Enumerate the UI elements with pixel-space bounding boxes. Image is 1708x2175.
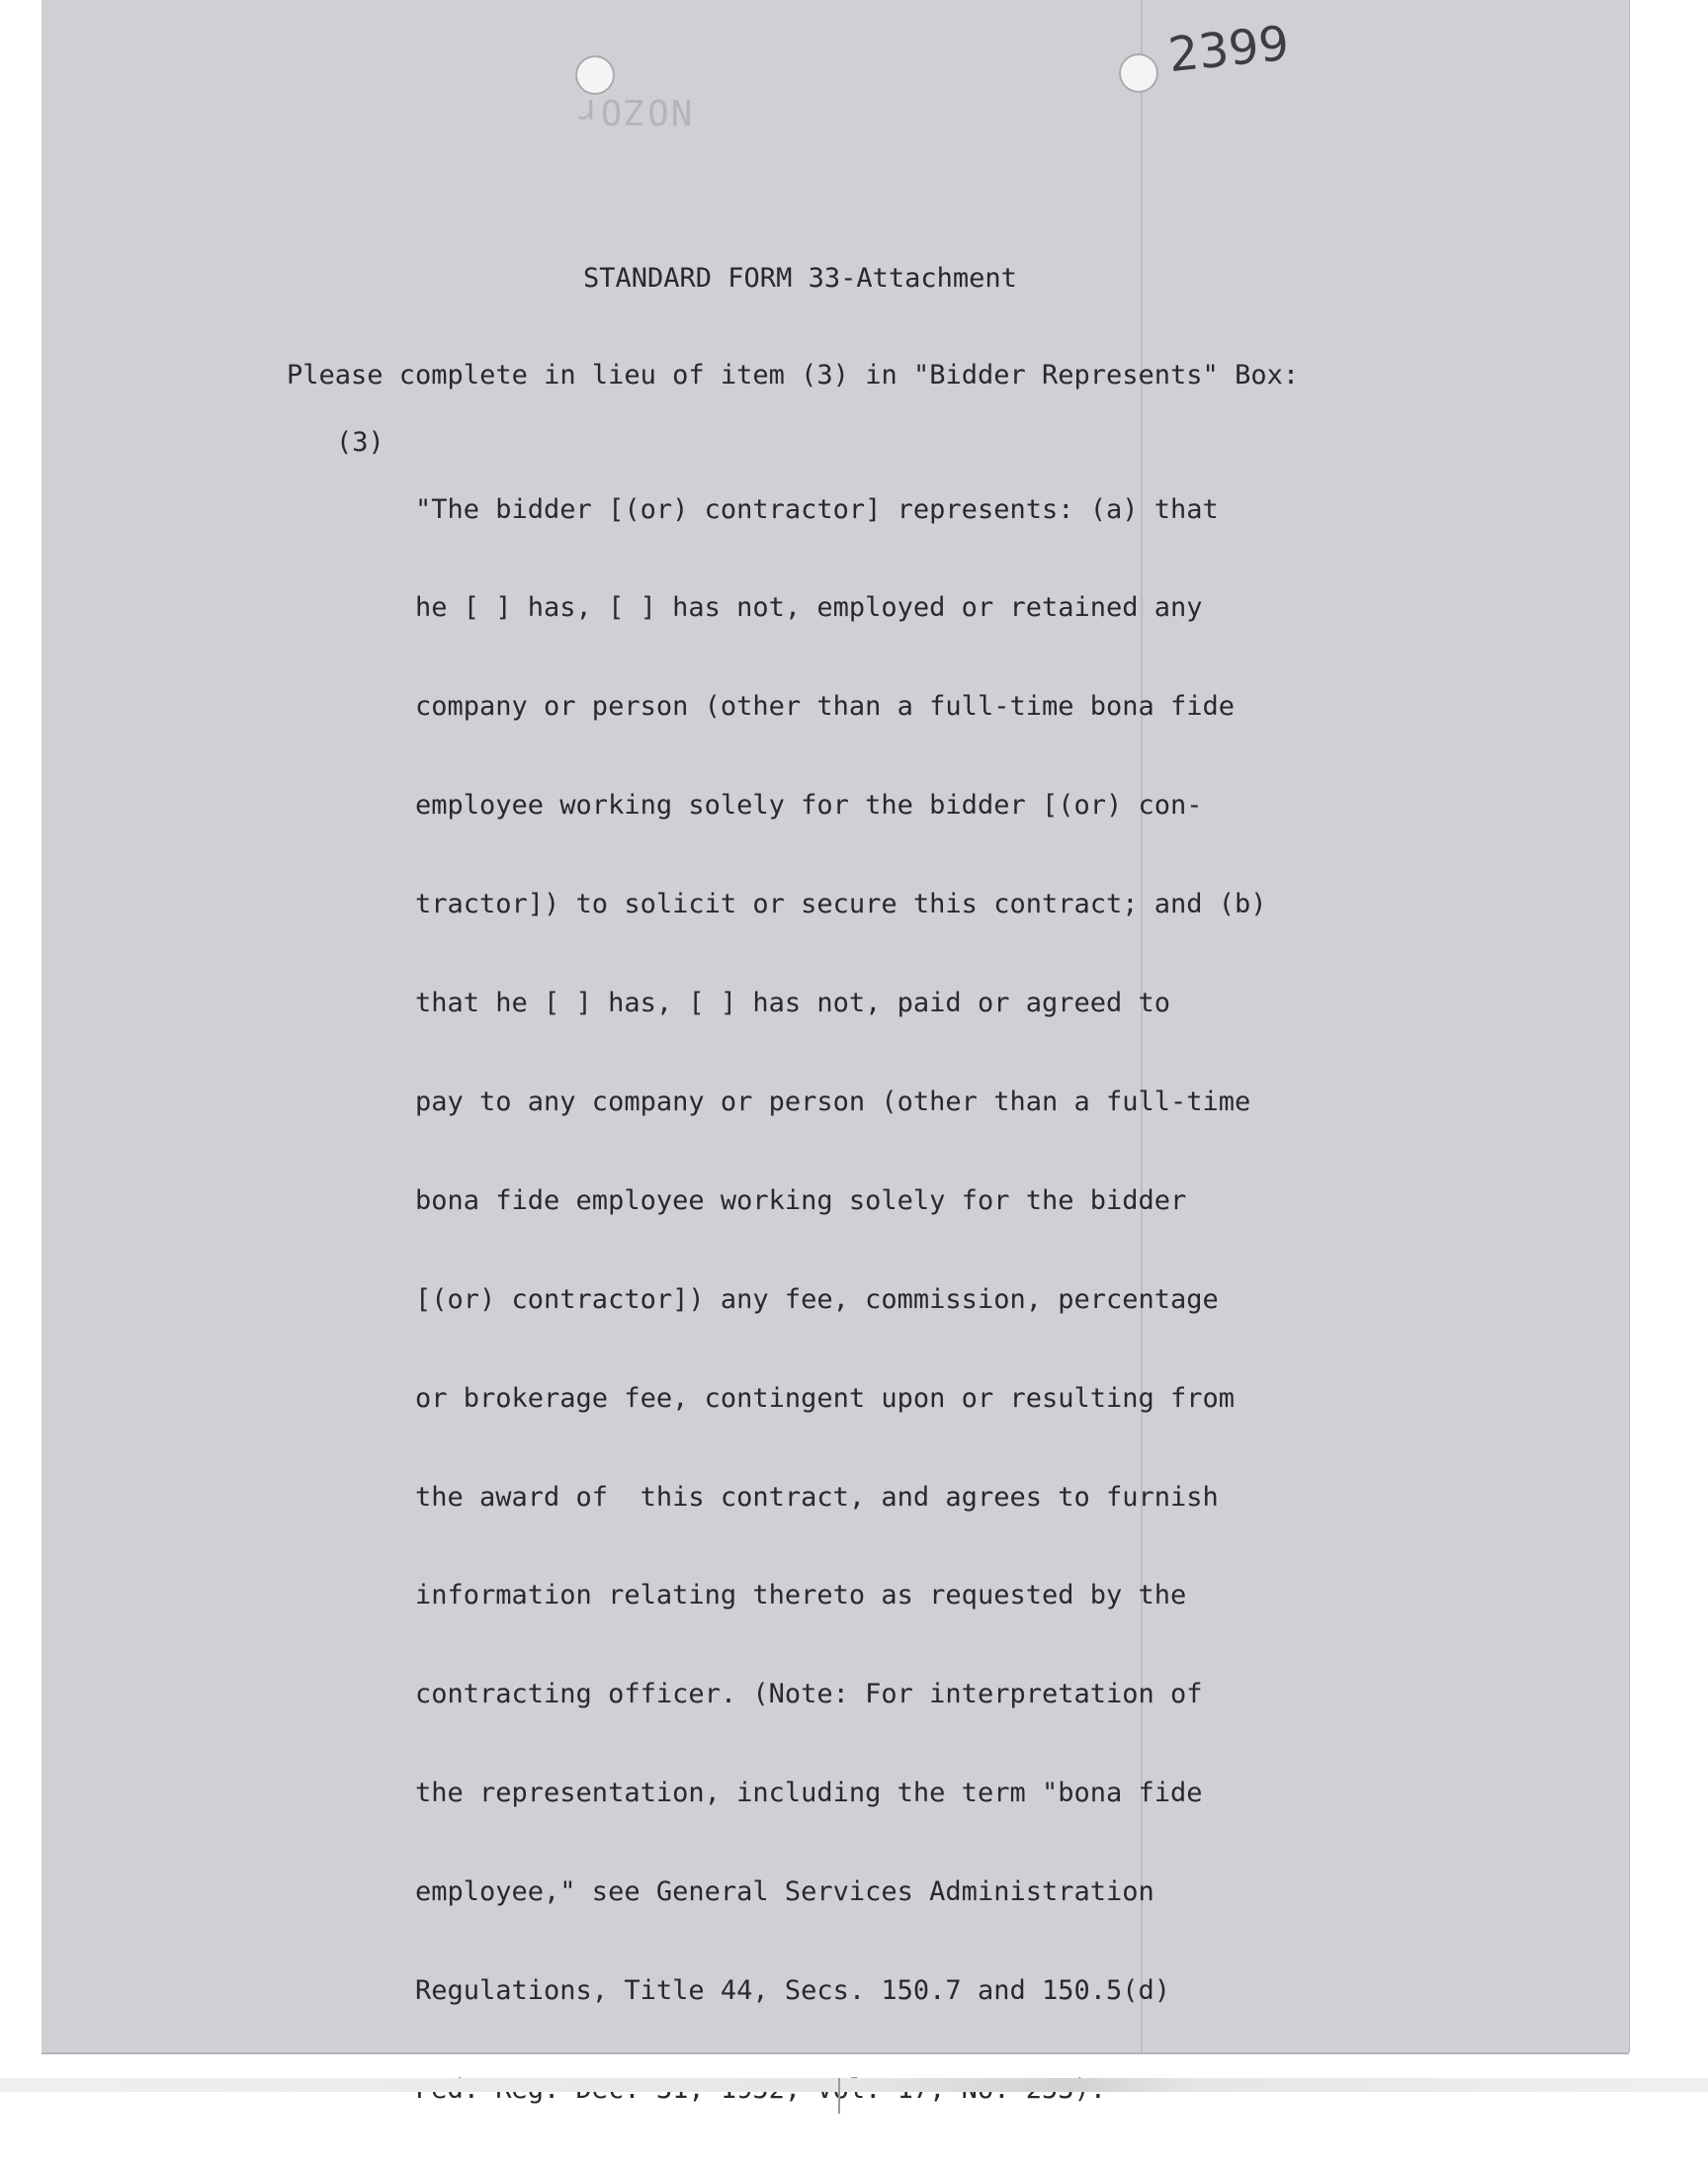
form-title: STANDARD FORM 33-Attachment: [583, 263, 1017, 294]
clause-line: the award of this contract, and agrees to furnish: [415, 1481, 1219, 1513]
clause-line: the representation, including the term "bona fide: [415, 1778, 1203, 1809]
clause-line: [(or) contractor]) any fee, commission, percentage: [415, 1283, 1219, 1315]
clause-line: "The bidder [(or) contractor] represents: (a) that: [415, 493, 1219, 525]
punch-hole-right-icon: [1119, 53, 1158, 93]
clause-line: tractor]) to solicit or secure this contract; and (b): [415, 889, 1267, 920]
punch-hole-left-icon: [575, 55, 615, 95]
scanner-binding-mark: [838, 2078, 840, 2114]
instruction-text: Please complete in lieu of item (3) in "Bidder Represents" Box:: [287, 360, 1300, 391]
clause-line: information relating thereto as requested by the: [415, 1580, 1187, 1611]
handwritten-document-number: 2399: [1165, 15, 1292, 84]
clause-line: pay to any company or person (other than a full-time: [415, 1086, 1251, 1117]
scanner-binding-strip: [0, 2078, 1708, 2092]
clause-line: or brokerage fee, contingent upon or resulting from: [415, 1382, 1236, 1414]
representation-clause: [415, 427, 1267, 2172]
faint-stamp: NOZOr: [575, 91, 693, 131]
clause-line: that he [ ] has, [ ] has not, paid or agreed to: [415, 988, 1171, 1019]
item-number: (3): [336, 427, 384, 458]
clause-line: Regulations, Title 44, Secs. 150.7 and 150.5(d): [415, 1974, 1171, 2006]
clause-line: employee," see General Services Administration: [415, 1876, 1154, 1908]
clause-line: contracting officer. (Note: For interpretation of: [415, 1679, 1203, 1710]
clause-line: employee working solely for the bidder [(or) con-: [415, 790, 1203, 822]
clause-line: he [ ] has, [ ] has not, employed or retained any: [415, 592, 1203, 624]
clause-line: company or person (other than a full-time bona fide: [415, 691, 1236, 723]
clause-line: bona fide employee working solely for the bidder: [415, 1184, 1187, 1216]
